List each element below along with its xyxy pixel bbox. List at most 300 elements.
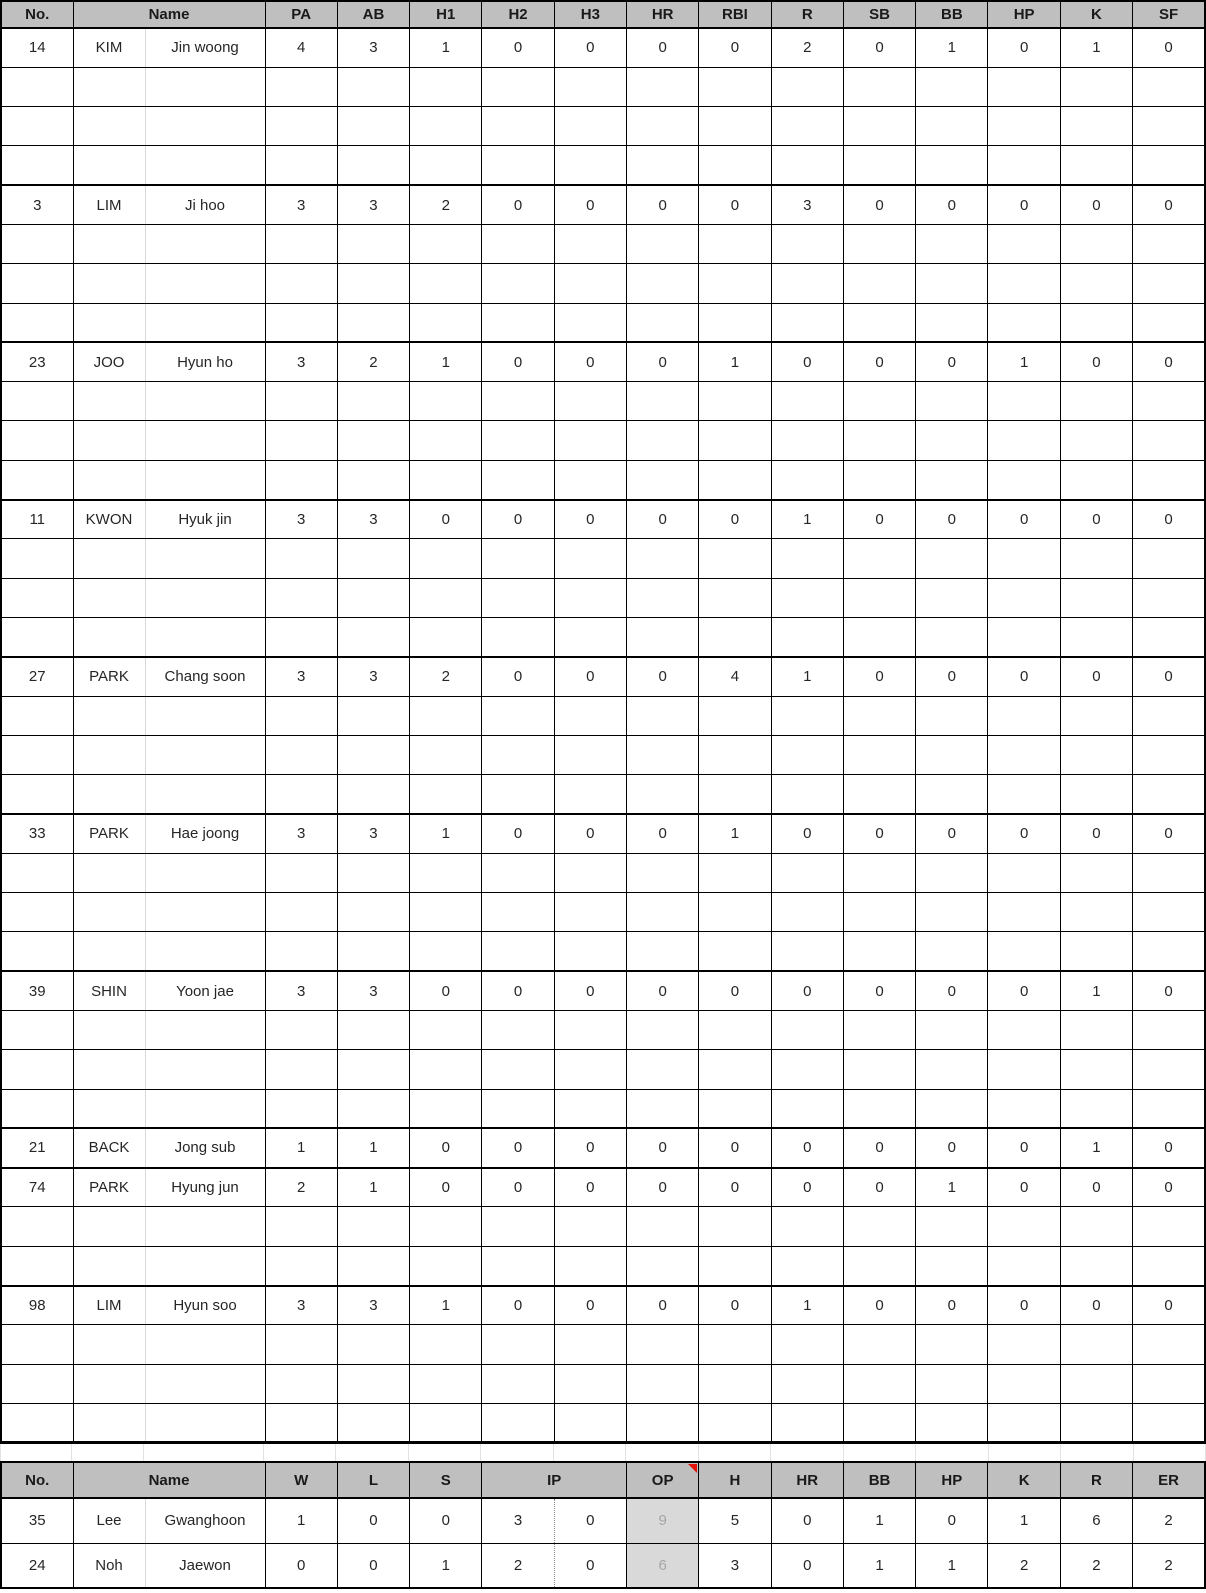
empty-cell[interactable] — [482, 1364, 554, 1403]
empty-cell[interactable] — [73, 264, 145, 303]
stat-ab-cell[interactable]: 1 — [337, 1128, 409, 1167]
stat-hr-cell[interactable]: 0 — [627, 657, 699, 696]
stat-hp-cell[interactable]: 0 — [988, 500, 1060, 539]
empty-cell[interactable] — [1133, 303, 1205, 342]
empty-cell[interactable] — [1133, 1364, 1205, 1403]
stat-r-cell[interactable]: 0 — [771, 814, 843, 853]
batter-lastname-cell[interactable]: PARK — [73, 657, 145, 696]
empty-cell[interactable] — [265, 1403, 337, 1442]
pitching-header-k[interactable]: K — [988, 1462, 1060, 1498]
empty-cell[interactable] — [337, 893, 409, 932]
empty-cell[interactable] — [554, 421, 626, 460]
empty-cell[interactable] — [1133, 775, 1205, 814]
stat-ip-outs-cell[interactable]: 0 — [554, 1498, 626, 1543]
stat-pa-cell[interactable]: 3 — [265, 185, 337, 224]
empty-cell[interactable] — [482, 421, 554, 460]
empty-cell[interactable] — [73, 1403, 145, 1442]
empty-cell[interactable] — [627, 107, 699, 146]
empty-cell[interactable] — [410, 224, 482, 263]
batter-lastname-cell[interactable]: LIM — [73, 1286, 145, 1325]
stat-rbi-cell[interactable]: 1 — [699, 342, 771, 381]
empty-cell[interactable] — [73, 1246, 145, 1285]
stat-hr-cell[interactable]: 0 — [627, 500, 699, 539]
stat-hp-cell[interactable]: 0 — [988, 185, 1060, 224]
stat-k-cell[interactable]: 1 — [1060, 28, 1132, 67]
empty-cell[interactable] — [627, 578, 699, 617]
empty-cell[interactable] — [554, 578, 626, 617]
empty-cell[interactable] — [265, 67, 337, 106]
stat-h2-cell[interactable]: 0 — [482, 500, 554, 539]
empty-cell[interactable] — [988, 539, 1060, 578]
empty-cell[interactable] — [337, 382, 409, 421]
empty-cell[interactable] — [843, 1050, 915, 1089]
empty-cell[interactable] — [145, 578, 265, 617]
batter-number-cell[interactable]: 39 — [1, 971, 73, 1010]
empty-cell[interactable] — [73, 1089, 145, 1128]
stat-er-cell[interactable]: 2 — [1133, 1498, 1205, 1543]
batting-header-name[interactable]: Name — [73, 1, 265, 28]
stat-pa-cell[interactable]: 4 — [265, 28, 337, 67]
stat-h1-cell[interactable]: 1 — [410, 1286, 482, 1325]
empty-cell[interactable] — [771, 382, 843, 421]
batter-lastname-cell[interactable]: SHIN — [73, 971, 145, 1010]
empty-cell[interactable] — [145, 67, 265, 106]
stat-w-cell[interactable]: 0 — [265, 1543, 337, 1588]
empty-cell[interactable] — [699, 107, 771, 146]
empty-cell[interactable] — [410, 146, 482, 185]
stat-bb-cell[interactable]: 0 — [916, 971, 988, 1010]
stat-w-cell[interactable]: 1 — [265, 1498, 337, 1543]
empty-cell[interactable] — [410, 853, 482, 892]
empty-cell[interactable] — [410, 735, 482, 774]
empty-cell[interactable] — [145, 1364, 265, 1403]
empty-cell[interactable] — [265, 617, 337, 656]
stat-sf-cell[interactable]: 0 — [1133, 971, 1205, 1010]
empty-cell[interactable] — [482, 264, 554, 303]
batter-firstname-cell[interactable]: Hyuk jin — [145, 500, 265, 539]
empty-cell[interactable] — [482, 303, 554, 342]
stat-sb-cell[interactable]: 0 — [843, 1286, 915, 1325]
empty-cell[interactable] — [1, 775, 73, 814]
stat-er-cell[interactable]: 2 — [1133, 1543, 1205, 1588]
empty-cell[interactable] — [988, 67, 1060, 106]
empty-cell[interactable] — [916, 617, 988, 656]
empty-cell[interactable] — [410, 893, 482, 932]
empty-cell[interactable] — [916, 932, 988, 971]
empty-cell[interactable] — [73, 853, 145, 892]
empty-cell[interactable] — [1060, 1246, 1132, 1285]
empty-cell[interactable] — [627, 421, 699, 460]
empty-cell[interactable] — [988, 107, 1060, 146]
empty-cell[interactable] — [988, 1364, 1060, 1403]
empty-cell[interactable] — [1133, 696, 1205, 735]
empty-cell[interactable] — [699, 853, 771, 892]
empty-cell[interactable] — [988, 382, 1060, 421]
empty-cell[interactable] — [916, 67, 988, 106]
empty-cell[interactable] — [916, 1089, 988, 1128]
empty-cell[interactable] — [554, 735, 626, 774]
empty-cell[interactable] — [843, 578, 915, 617]
empty-cell[interactable] — [554, 932, 626, 971]
empty-cell[interactable] — [1133, 224, 1205, 263]
stat-hr-cell[interactable]: 0 — [771, 1498, 843, 1543]
stat-r-cell[interactable]: 0 — [771, 1128, 843, 1167]
empty-cell[interactable] — [916, 460, 988, 499]
empty-cell[interactable] — [482, 146, 554, 185]
batter-firstname-cell[interactable]: Hyung jun — [145, 1168, 265, 1207]
empty-cell[interactable] — [916, 735, 988, 774]
empty-cell[interactable] — [73, 893, 145, 932]
empty-cell[interactable] — [554, 382, 626, 421]
empty-cell[interactable] — [265, 1207, 337, 1246]
stat-pa-cell[interactable]: 2 — [265, 1168, 337, 1207]
stat-hp-cell[interactable]: 0 — [988, 1286, 1060, 1325]
empty-cell[interactable] — [337, 775, 409, 814]
empty-cell[interactable] — [627, 1207, 699, 1246]
empty-cell[interactable] — [145, 735, 265, 774]
empty-cell[interactable] — [771, 893, 843, 932]
empty-cell[interactable] — [627, 1246, 699, 1285]
batter-number-cell[interactable]: 3 — [1, 185, 73, 224]
empty-cell[interactable] — [410, 67, 482, 106]
empty-cell[interactable] — [1, 303, 73, 342]
stat-sf-cell[interactable]: 0 — [1133, 342, 1205, 381]
empty-cell[interactable] — [1060, 67, 1132, 106]
empty-cell[interactable] — [988, 146, 1060, 185]
empty-cell[interactable] — [627, 1325, 699, 1364]
empty-cell[interactable] — [1, 735, 73, 774]
stat-sf-cell[interactable]: 0 — [1133, 1286, 1205, 1325]
empty-cell[interactable] — [337, 1403, 409, 1442]
empty-cell[interactable] — [916, 696, 988, 735]
stat-sb-cell[interactable]: 0 — [843, 28, 915, 67]
empty-cell[interactable] — [1, 107, 73, 146]
empty-cell[interactable] — [145, 1050, 265, 1089]
empty-cell[interactable] — [337, 67, 409, 106]
empty-cell[interactable] — [73, 1325, 145, 1364]
empty-cell[interactable] — [145, 932, 265, 971]
stat-h2-cell[interactable]: 0 — [482, 28, 554, 67]
empty-cell[interactable] — [337, 264, 409, 303]
empty-cell[interactable] — [699, 146, 771, 185]
empty-cell[interactable] — [337, 303, 409, 342]
batting-header-h2[interactable]: H2 — [482, 1, 554, 28]
empty-cell[interactable] — [627, 735, 699, 774]
pitching-header-w[interactable]: W — [265, 1462, 337, 1498]
empty-cell[interactable] — [145, 1207, 265, 1246]
empty-cell[interactable] — [1060, 460, 1132, 499]
batter-number-cell[interactable]: 98 — [1, 1286, 73, 1325]
empty-cell[interactable] — [265, 107, 337, 146]
pitcher-firstname-cell[interactable]: Jaewon — [145, 1543, 265, 1588]
empty-cell[interactable] — [482, 696, 554, 735]
empty-cell[interactable] — [145, 460, 265, 499]
stat-sf-cell[interactable]: 0 — [1133, 28, 1205, 67]
empty-cell[interactable] — [145, 893, 265, 932]
stat-hr-cell[interactable]: 0 — [627, 28, 699, 67]
empty-cell[interactable] — [265, 539, 337, 578]
empty-cell[interactable] — [265, 775, 337, 814]
empty-cell[interactable] — [145, 264, 265, 303]
empty-cell[interactable] — [1133, 617, 1205, 656]
empty-cell[interactable] — [554, 303, 626, 342]
stat-h3-cell[interactable]: 0 — [554, 814, 626, 853]
empty-cell[interactable] — [1060, 617, 1132, 656]
batter-lastname-cell[interactable]: BACK — [73, 1128, 145, 1167]
empty-cell[interactable] — [1133, 1010, 1205, 1049]
empty-cell[interactable] — [145, 146, 265, 185]
stat-ab-cell[interactable]: 3 — [337, 28, 409, 67]
empty-cell[interactable] — [265, 382, 337, 421]
empty-cell[interactable] — [771, 932, 843, 971]
empty-cell[interactable] — [410, 1246, 482, 1285]
batter-lastname-cell[interactable]: LIM — [73, 185, 145, 224]
empty-cell[interactable] — [265, 146, 337, 185]
stat-hp-cell[interactable]: 1 — [916, 1543, 988, 1588]
empty-cell[interactable] — [337, 460, 409, 499]
empty-cell[interactable] — [482, 382, 554, 421]
empty-cell[interactable] — [482, 1207, 554, 1246]
stat-hp-cell[interactable]: 0 — [916, 1498, 988, 1543]
stat-h2-cell[interactable]: 0 — [482, 342, 554, 381]
empty-cell[interactable] — [1060, 1364, 1132, 1403]
empty-cell[interactable] — [554, 67, 626, 106]
empty-cell[interactable] — [1060, 735, 1132, 774]
empty-cell[interactable] — [988, 303, 1060, 342]
stat-hr-cell[interactable]: 0 — [627, 1168, 699, 1207]
empty-cell[interactable] — [265, 421, 337, 460]
empty-cell[interactable] — [699, 578, 771, 617]
empty-cell[interactable] — [145, 303, 265, 342]
empty-cell[interactable] — [1060, 578, 1132, 617]
batter-number-cell[interactable]: 14 — [1, 28, 73, 67]
empty-cell[interactable] — [843, 539, 915, 578]
empty-cell[interactable] — [410, 932, 482, 971]
empty-cell[interactable] — [73, 578, 145, 617]
empty-cell[interactable] — [1133, 1050, 1205, 1089]
empty-cell[interactable] — [988, 1050, 1060, 1089]
batting-header-k[interactable]: K — [1060, 1, 1132, 28]
empty-cell[interactable] — [410, 1089, 482, 1128]
stat-h3-cell[interactable]: 0 — [554, 342, 626, 381]
batting-header-sf[interactable]: SF — [1133, 1, 1205, 28]
empty-cell[interactable] — [1060, 539, 1132, 578]
stat-ab-cell[interactable]: 3 — [337, 185, 409, 224]
empty-cell[interactable] — [843, 460, 915, 499]
batter-firstname-cell[interactable]: Ji hoo — [145, 185, 265, 224]
stat-sb-cell[interactable]: 0 — [843, 814, 915, 853]
empty-cell[interactable] — [1060, 1010, 1132, 1049]
empty-cell[interactable] — [1133, 460, 1205, 499]
pitcher-firstname-cell[interactable]: Gwanghoon — [145, 1498, 265, 1543]
empty-cell[interactable] — [337, 932, 409, 971]
pitcher-lastname-cell[interactable]: Lee — [73, 1498, 145, 1543]
empty-cell[interactable] — [337, 1207, 409, 1246]
empty-cell[interactable] — [771, 1403, 843, 1442]
stat-bb-cell[interactable]: 0 — [916, 657, 988, 696]
stat-h1-cell[interactable]: 2 — [410, 185, 482, 224]
pitching-header-s[interactable]: S — [410, 1462, 482, 1498]
empty-cell[interactable] — [1, 1246, 73, 1285]
empty-cell[interactable] — [410, 1207, 482, 1246]
pitching-header-name[interactable]: Name — [73, 1462, 265, 1498]
empty-cell[interactable] — [337, 1010, 409, 1049]
empty-cell[interactable] — [771, 578, 843, 617]
empty-cell[interactable] — [73, 224, 145, 263]
empty-cell[interactable] — [988, 1010, 1060, 1049]
empty-cell[interactable] — [482, 893, 554, 932]
empty-cell[interactable] — [1060, 853, 1132, 892]
stat-sf-cell[interactable]: 0 — [1133, 185, 1205, 224]
pitcher-number-cell[interactable]: 35 — [1, 1498, 73, 1543]
pitcher-lastname-cell[interactable]: Noh — [73, 1543, 145, 1588]
empty-cell[interactable] — [1, 1010, 73, 1049]
empty-cell[interactable] — [265, 224, 337, 263]
empty-cell[interactable] — [843, 1207, 915, 1246]
stat-h1-cell[interactable]: 1 — [410, 814, 482, 853]
empty-cell[interactable] — [916, 539, 988, 578]
empty-cell[interactable] — [771, 1089, 843, 1128]
empty-cell[interactable] — [1133, 1089, 1205, 1128]
stat-sb-cell[interactable]: 0 — [843, 1128, 915, 1167]
empty-cell[interactable] — [771, 775, 843, 814]
empty-cell[interactable] — [73, 696, 145, 735]
stat-l-cell[interactable]: 0 — [337, 1498, 409, 1543]
empty-cell[interactable] — [145, 1403, 265, 1442]
empty-cell[interactable] — [1, 264, 73, 303]
empty-cell[interactable] — [699, 224, 771, 263]
stat-pa-cell[interactable]: 3 — [265, 814, 337, 853]
empty-cell[interactable] — [843, 67, 915, 106]
empty-cell[interactable] — [554, 1089, 626, 1128]
empty-cell[interactable] — [410, 1364, 482, 1403]
empty-cell[interactable] — [916, 224, 988, 263]
empty-cell[interactable] — [771, 696, 843, 735]
empty-cell[interactable] — [843, 303, 915, 342]
stat-sb-cell[interactable]: 0 — [843, 971, 915, 1010]
stat-k-cell[interactable]: 1 — [1060, 971, 1132, 1010]
empty-cell[interactable] — [916, 146, 988, 185]
stat-sb-cell[interactable]: 0 — [843, 1168, 915, 1207]
batting-header-h1[interactable]: H1 — [410, 1, 482, 28]
stat-sb-cell[interactable]: 0 — [843, 342, 915, 381]
stat-h2-cell[interactable]: 0 — [482, 814, 554, 853]
empty-cell[interactable] — [771, 1010, 843, 1049]
batter-lastname-cell[interactable]: KIM — [73, 28, 145, 67]
empty-cell[interactable] — [482, 1010, 554, 1049]
batter-firstname-cell[interactable]: Yoon jae — [145, 971, 265, 1010]
empty-cell[interactable] — [73, 1364, 145, 1403]
empty-cell[interactable] — [988, 696, 1060, 735]
empty-cell[interactable] — [771, 617, 843, 656]
empty-cell[interactable] — [916, 1364, 988, 1403]
empty-cell[interactable] — [843, 1403, 915, 1442]
stat-k-cell[interactable]: 0 — [1060, 657, 1132, 696]
empty-cell[interactable] — [73, 1207, 145, 1246]
stat-l-cell[interactable]: 0 — [337, 1543, 409, 1588]
empty-cell[interactable] — [482, 224, 554, 263]
stat-sb-cell[interactable]: 0 — [843, 185, 915, 224]
stat-sf-cell[interactable]: 0 — [1133, 657, 1205, 696]
empty-cell[interactable] — [843, 1089, 915, 1128]
stat-sb-cell[interactable]: 0 — [843, 657, 915, 696]
empty-cell[interactable] — [410, 1050, 482, 1089]
empty-cell[interactable] — [916, 578, 988, 617]
stat-hr-cell[interactable]: 0 — [627, 814, 699, 853]
empty-cell[interactable] — [265, 696, 337, 735]
empty-cell[interactable] — [843, 617, 915, 656]
empty-cell[interactable] — [627, 67, 699, 106]
empty-cell[interactable] — [699, 460, 771, 499]
empty-cell[interactable] — [699, 1246, 771, 1285]
empty-cell[interactable] — [699, 775, 771, 814]
empty-cell[interactable] — [337, 421, 409, 460]
stat-r-cell[interactable]: 2 — [1060, 1543, 1132, 1588]
stat-hp-cell[interactable]: 0 — [988, 28, 1060, 67]
empty-cell[interactable] — [699, 382, 771, 421]
pitcher-number-cell[interactable]: 24 — [1, 1543, 73, 1588]
empty-cell[interactable] — [627, 264, 699, 303]
stat-r-cell[interactable]: 0 — [771, 342, 843, 381]
empty-cell[interactable] — [482, 932, 554, 971]
batter-lastname-cell[interactable]: KWON — [73, 500, 145, 539]
stat-sf-cell[interactable]: 0 — [1133, 1128, 1205, 1167]
stat-sf-cell[interactable]: 0 — [1133, 1168, 1205, 1207]
stat-h2-cell[interactable]: 0 — [482, 185, 554, 224]
stat-ab-cell[interactable]: 3 — [337, 971, 409, 1010]
empty-cell[interactable] — [627, 1089, 699, 1128]
stat-h2-cell[interactable]: 0 — [482, 1168, 554, 1207]
stat-k-cell[interactable]: 1 — [1060, 1128, 1132, 1167]
empty-cell[interactable] — [988, 1246, 1060, 1285]
empty-cell[interactable] — [410, 303, 482, 342]
stat-rbi-cell[interactable]: 0 — [699, 1168, 771, 1207]
empty-cell[interactable] — [1133, 853, 1205, 892]
empty-cell[interactable] — [482, 775, 554, 814]
stat-bb-cell[interactable]: 0 — [916, 1286, 988, 1325]
batter-number-cell[interactable]: 74 — [1, 1168, 73, 1207]
batter-number-cell[interactable]: 11 — [1, 500, 73, 539]
empty-cell[interactable] — [1, 460, 73, 499]
empty-cell[interactable] — [1, 893, 73, 932]
empty-cell[interactable] — [73, 382, 145, 421]
empty-cell[interactable] — [627, 382, 699, 421]
empty-cell[interactable] — [1060, 775, 1132, 814]
stat-pa-cell[interactable]: 1 — [265, 1128, 337, 1167]
empty-cell[interactable] — [916, 1010, 988, 1049]
batter-lastname-cell[interactable]: PARK — [73, 814, 145, 853]
empty-cell[interactable] — [337, 1325, 409, 1364]
stat-h-cell[interactable]: 3 — [699, 1543, 771, 1588]
stat-ip-innings-cell[interactable]: 3 — [482, 1498, 554, 1543]
empty-cell[interactable] — [627, 224, 699, 263]
empty-cell[interactable] — [627, 146, 699, 185]
empty-cell[interactable] — [699, 932, 771, 971]
empty-cell[interactable] — [699, 1364, 771, 1403]
empty-cell[interactable] — [554, 539, 626, 578]
empty-cell[interactable] — [337, 853, 409, 892]
empty-cell[interactable] — [265, 1325, 337, 1364]
empty-cell[interactable] — [843, 1325, 915, 1364]
stat-hp-cell[interactable]: 1 — [988, 342, 1060, 381]
empty-cell[interactable] — [988, 775, 1060, 814]
empty-cell[interactable] — [337, 617, 409, 656]
empty-cell[interactable] — [627, 1010, 699, 1049]
stat-sf-cell[interactable]: 0 — [1133, 814, 1205, 853]
empty-cell[interactable] — [843, 264, 915, 303]
empty-cell[interactable] — [145, 539, 265, 578]
stat-hp-cell[interactable]: 0 — [988, 657, 1060, 696]
